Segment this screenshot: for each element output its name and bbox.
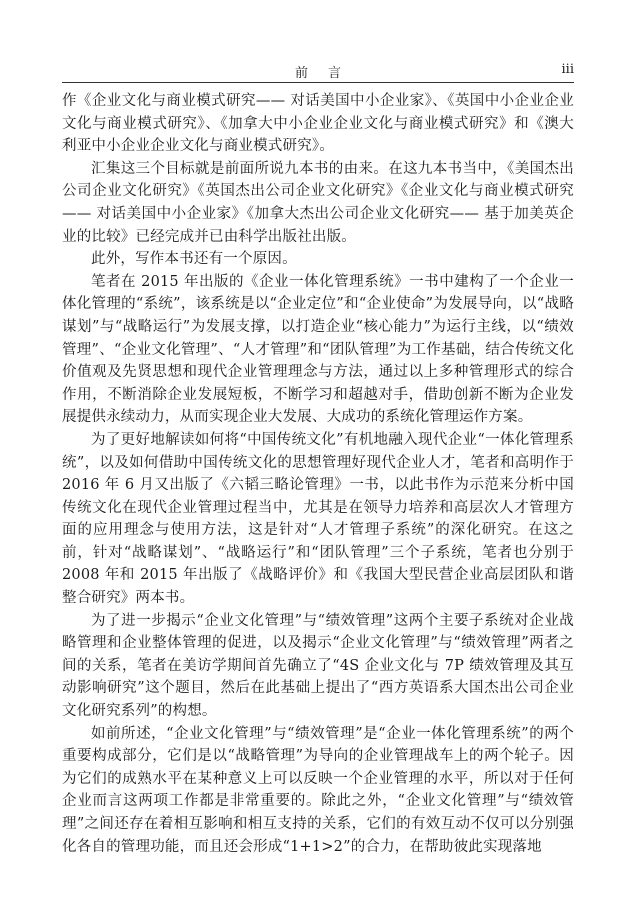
running-header bbox=[62, 60, 574, 83]
paragraph: 为了进一步揭示“企业文化管理”与“绩效管理”这两个主要子系统对企业战略管理和企业整体管理的促进，以及揭示“企业文化管理”与“绩效管理”两者之间的关系，笔者在美访学期间首先确立了“4S 企业文化与 7P 绩效管理及其互动影响研究”这个题目，然后在此基础上提出了“西方英语系大国杰出公司企业文化研究系列”的构想。 bbox=[62, 612, 574, 720]
paragraph: 笔者在 2015 年出版的《企业一体化管理系统》一书中建构了一个企业一体化管理的“系统”，该系统是以“企业定位”和“企业使命”为发展导向，以“战略谋划”与“战略运行”为发展支撑，以打造企业“核心能力”为运行主线，以“绩效管理”、“企业文化管理”、“人才管理”和“团队管理”为工作基础，结合传统文化价值观及先贤思想和现代企业管理理念与方法，通过以上多种管理形式的综合作用，不断消除企业发展短板，不断学习和超越对手，借助创新不断为企业发展提供永续动力，从而实现企业大发展、大成功的系统化管理运作方案。 bbox=[62, 273, 574, 426]
paragraph: 如前所述，“企业文化管理”与“绩效管理”是“企业一体化管理系统”的两个重要构成部分，它们是以“战略管理”为导向的企业管理战车上的两个轮子。因为它们的成熟水平在某种意义上可以反映一个企业管理的水平，所以对于任何企业而言这两项工作都是非常重要的。除此之外，“企业文化管理”与“绩效管理”之间还存在着相互影响和相互支持的关系，它们的有效互动不仅可以分别强化各自的管理功能，而且还会形成“1+1>2”的合力，在帮助彼此实现落地 bbox=[62, 725, 574, 855]
body-text bbox=[62, 90, 574, 858]
paragraph: 此外，写作本书还有一个原因。 bbox=[91, 251, 297, 268]
page-number: iii bbox=[561, 62, 574, 77]
paragraph: 汇集这三个目标就是前面所说九本书的由来。在这九本书当中，《美国杰出公司企业文化研究》《英国杰出公司企业文化研究》《企业文化与商业模式研究—— 对话美国中小企业家》《加拿大杰出公司企业文化研究—— 基于加美英企业的比较》已经完成并已由科学出版社出版。 bbox=[62, 160, 574, 245]
header-title: 前言 bbox=[294, 66, 361, 81]
paragraph: 为了更好地解读如何将“中国传统文化”有机地融入现代企业“一体化管理系统”，以及如何借助中国传统文化的思想管理好现代企业人才，笔者和高明作于 2016 年 6 月又出版了《六韬三略论管理》一书，以此书作为示范来分析中国传统文化在现代企业管理过程当中，尤其是在领导力培养和高层次人才管理方面的应用理念与使用方法，这是针对“人才管理子系统”的深化研究。在这之前，针对“战略谋划”、“战略运行”和“团队管理”三个子系统，笔者也分别于 2008 年和 2015 年出版了《战略评价》和《我国大型民营企业高层团队和谐整合研究》两本书。 bbox=[62, 431, 574, 607]
paragraph-continuation: 作《企业文化与商业模式研究—— 对话美国中小企业家》、《英国中小企业企业文化与商业模式研究》、《加拿大中小企业企业文化与商业模式研究》和《澳大利亚中小企业企业文化与商业模式研究》。 bbox=[62, 93, 574, 155]
